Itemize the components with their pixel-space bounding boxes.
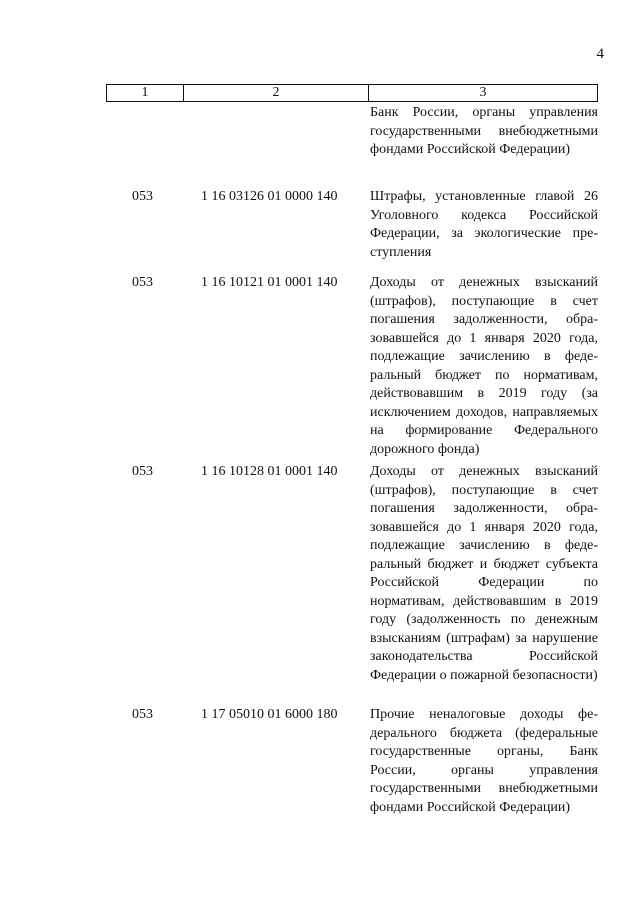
budget-classification-code: 1 16 03126 01 0000 140 <box>201 189 338 204</box>
income-description: Штрафы, установленные главой 26 Уголовного кодекса Российской Федерации, за экологические преступления <box>370 189 598 260</box>
admin-code: 053 <box>132 707 153 722</box>
budget-classification-code: 1 16 10128 01 0001 140 <box>201 464 338 479</box>
admin-code: 053 <box>132 275 153 290</box>
table-header <box>106 84 598 102</box>
income-description: Доходы от денежных взысканий (штрафов), поступающие в счет погашения задолженности, образовавшейся до 1 января 2020 года, подлежащие зачислению в федеральный бюджет и бюджет субъекта Российской Федерации по нормативам, действовавшим в 2019 году (задолженность по денежным взысканиям (штрафам) за нарушение законодательства Российской Федерации о пожарной безопасности) <box>370 464 598 683</box>
header-col-1: 1 <box>107 85 184 101</box>
header-col-2: 2 <box>184 85 369 101</box>
page-number: 4 <box>596 46 604 62</box>
admin-code: 053 <box>132 189 153 204</box>
budget-classification-code: 1 16 10121 01 0001 140 <box>201 275 338 290</box>
income-description: Прочие неналоговые доходы федерального бюджета (федеральные государственные органы, Банк России, органы управления государственными внебюджетными фондами Российской Федерации) <box>370 707 598 815</box>
admin-code: 053 <box>132 464 153 479</box>
income-description: Доходы от денежных взысканий (штрафов), поступающие в счет погашения задолженности, образовавшейся до 1 января 2020 года, подлежащие зачислению в федеральный бюджет по нормативам, действовавшим в 2019 году (за исключением доходов, направляемых на формирование Федерального дорожного фонда) <box>370 275 598 457</box>
income-description: Банк России, органы управления государственными внебюджетными фондами Российской Федерации) <box>370 105 598 157</box>
budget-classification-code: 1 17 05010 01 6000 180 <box>201 707 338 722</box>
header-col-3: 3 <box>479 85 487 100</box>
